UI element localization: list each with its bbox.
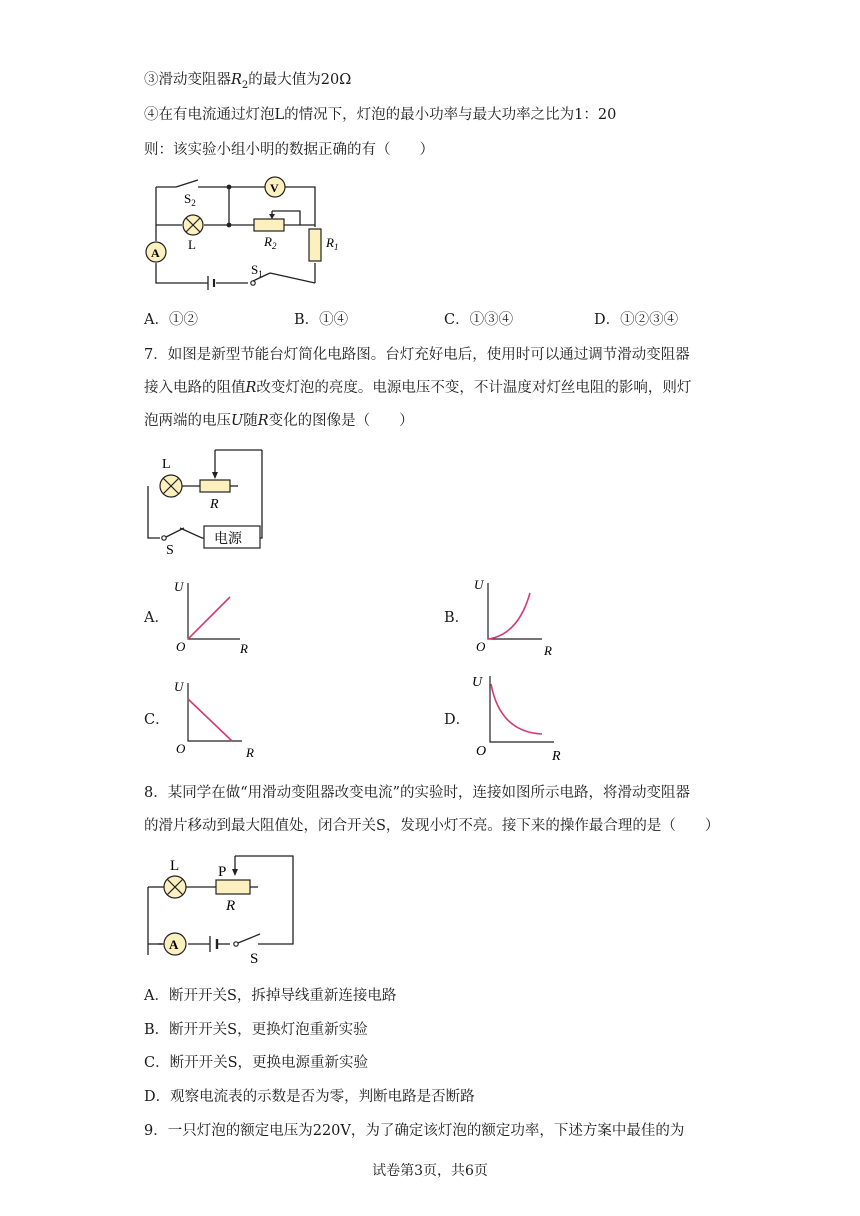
axis-r: R (240, 641, 248, 656)
label-s1: $S_1$ (251, 262, 263, 279)
q6-circuit-figure (140, 175, 340, 295)
q6-option-a[interactable]: A．①② (144, 312, 198, 328)
label-switch: S (166, 543, 174, 558)
label-ammeter: A (151, 246, 160, 260)
q6-option-d[interactable]: D．①②③④ (594, 312, 679, 328)
label-slider-p: P (218, 864, 227, 880)
q7-graph-b[interactable] (470, 575, 560, 660)
q7-line-3: 泡两端的电压U随R变化的图像是（ ） (144, 413, 414, 429)
label-rheostat: R (226, 898, 236, 914)
axis-r: R (246, 745, 254, 760)
label-voltmeter: V (270, 181, 279, 195)
axis-u: U (174, 579, 184, 594)
label-lamp: L (162, 457, 171, 472)
q6-option-c[interactable]: C．①③④ (444, 312, 514, 328)
axis-o: O (476, 639, 486, 654)
axis-u: U (174, 679, 184, 694)
q8-line-1: 8．某同学在做“用滑动变阻器改变电流”的实验时，连接如图所示电路，将滑动变阻器 (144, 785, 691, 801)
q6-prompt: 则：该实验小组小明的数据正确的有（ ） (144, 142, 434, 158)
q7-option-a[interactable]: A． (144, 610, 169, 626)
q7-graph-d[interactable] (470, 668, 570, 763)
q7-circuit-figure (140, 448, 280, 558)
axis-r: R (552, 749, 561, 764)
q6-item-4: ④在有电流通过灯泡L的情况下，灯泡的最小功率与最大功率之比为1：20 (144, 107, 617, 123)
label-r1: $R_1$ (326, 235, 339, 252)
label-source: 电源 (214, 532, 242, 547)
q8-line-2: 的滑片移动到最大阻值处，闭合开关S，发现小灯不亮。接下来的操作最合理的是（ ） (144, 818, 720, 834)
label-s2: $S_2$ (184, 191, 196, 208)
q7-option-d[interactable]: D． (444, 712, 471, 728)
label-lamp: L (170, 858, 180, 874)
q7-graph-c[interactable] (170, 675, 260, 760)
axis-u: U (472, 675, 483, 690)
q9-line-1: 9．一只灯泡的额定电压为220V，为了确定该灯泡的额定功率，下述方案中最佳的为 (144, 1123, 685, 1139)
axis-r: R (544, 643, 552, 658)
q7-option-c[interactable]: C． (144, 712, 170, 728)
q7-line-2: 接入电路的阻值R改变灯泡的亮度。电源电压不变，不计温度对灯丝电阻的影响，则灯 (144, 380, 692, 396)
q8-option-c[interactable]: C．断开开关S，更换电源重新实验 (144, 1055, 369, 1071)
label-switch: S (250, 951, 259, 967)
q8-option-d[interactable]: D．观察电流表的示数是否为零，判断电路是否断路 (144, 1089, 475, 1105)
q7-graph-a[interactable] (170, 575, 260, 655)
axis-o: O (176, 639, 186, 654)
q8-circuit-figure (140, 850, 310, 970)
label-r2: $R_2$ (264, 234, 277, 251)
axis-o: O (176, 741, 186, 756)
page-footer: 试卷第3页，共6页 (372, 1163, 488, 1179)
axis-u: U (474, 577, 484, 592)
label-rheostat: R (210, 497, 219, 512)
axis-o: O (476, 744, 487, 759)
q8-option-a[interactable]: A．断开开关S，拆掉导线重新连接电路 (144, 988, 397, 1004)
label-ammeter: A (169, 937, 179, 952)
q8-option-b[interactable]: B．断开开关S，更换灯泡重新实验 (144, 1022, 368, 1038)
q6-item-3: ③滑动变阻器$R_2$的最大值为20Ω (144, 72, 352, 91)
q7-option-b[interactable]: B． (444, 610, 470, 626)
q6-option-b[interactable]: B．①④ (294, 312, 349, 328)
q7-line-1: 7．如图是新型节能台灯简化电路图。台灯充好电后，使用时可以通过调节滑动变阻器 (144, 347, 690, 363)
label-lamp: L (188, 237, 196, 252)
